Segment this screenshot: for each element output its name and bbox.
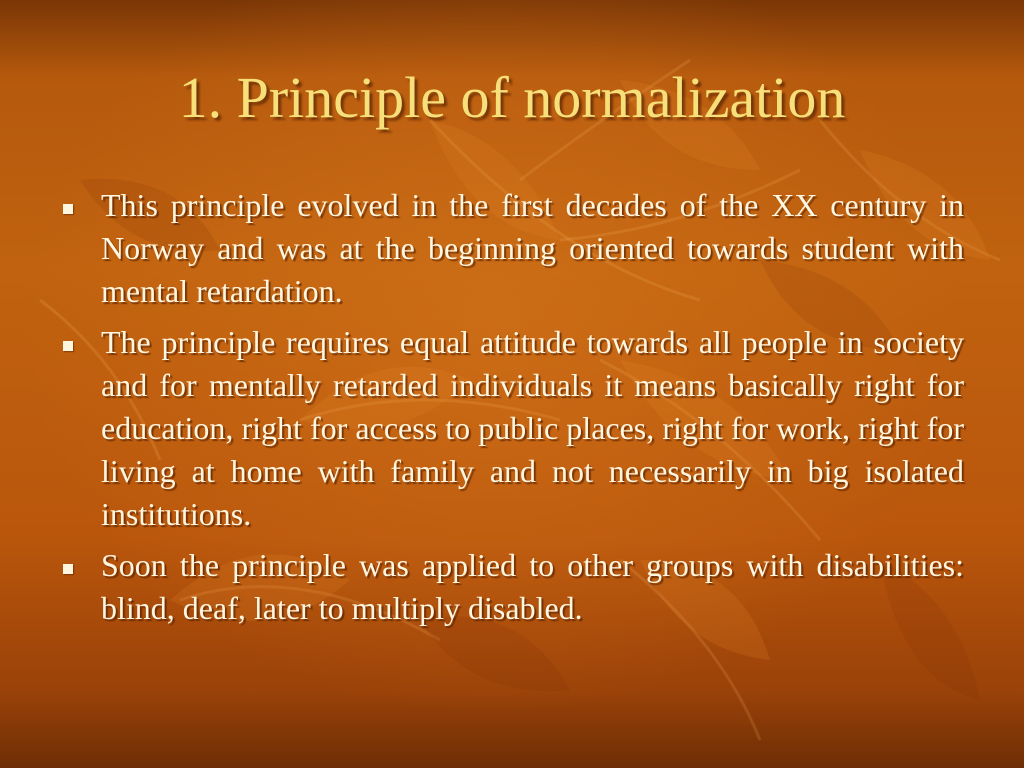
bullet-item <box>60 321 964 536</box>
bullet-item <box>60 184 964 313</box>
bullet-text: The principle requires equal attitude towards all people in society and for mentally retarded individuals it means basically right for education, right for access to public places, right for work, right for living at home with family and not necessarily in big isolated institutions. <box>101 324 964 532</box>
bullet-text: This principle evolved in the first decades of the XX century in Norway and was at the beginning oriented towards student with mental retardation. <box>101 187 964 309</box>
square-bullet-icon <box>63 341 73 351</box>
bullet-text: Soon the principle was applied to other groups with disabilities: blind, deaf, later to multiply disabled. <box>101 547 964 626</box>
square-bullet-icon <box>63 564 73 574</box>
square-bullet-icon <box>63 204 73 214</box>
slide-title <box>0 62 1024 134</box>
bullet-item <box>60 544 964 630</box>
title-number: 1. <box>178 65 223 130</box>
title-text: Principle of normalization <box>236 65 846 130</box>
bullet-list <box>60 184 964 638</box>
